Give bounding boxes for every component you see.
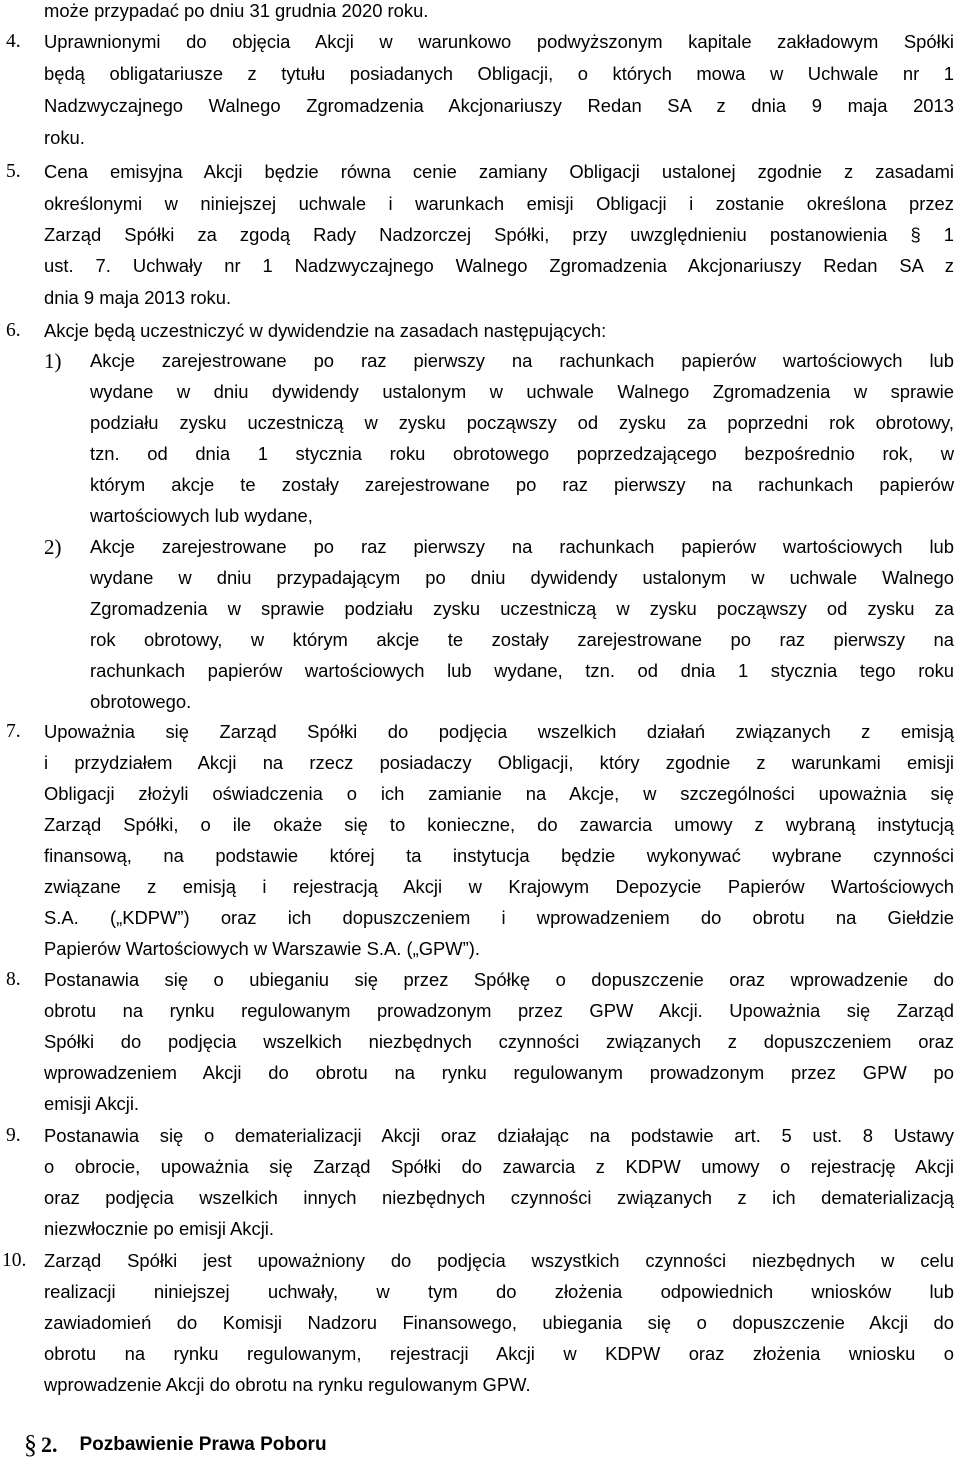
- subitem-text-line: wartościowych lub wydane,: [90, 505, 313, 526]
- item-number: 4.: [6, 31, 21, 52]
- item-text-line: Zarząd Spółki, o ile okaże się to konieczne, do zawarcia umowy z wybraną instytucją: [44, 814, 954, 835]
- item-text-line: związane z emisją i rejestracją Akcji w Krajowym Depozycie Papierów Wartościowych: [44, 876, 954, 897]
- item-text-line: S.A. („KDPW”) oraz ich dopuszczeniem i wprowadzeniem do obrotu na Giełdzie: [44, 907, 954, 928]
- item-text-line: Zarząd Spółki za zgodą Rady Nadzorczej Spółki, przy uwzględnieniu postanowienia § 1: [44, 224, 954, 245]
- item-text-line: Uprawnionymi do objęcia Akcji w warunkowo podwyższonym kapitale zakładowym Spółki: [44, 31, 954, 52]
- item-text-line: wprowadzeniem Akcji do obrotu na rynku regulowanym prowadzonym przez GPW po: [44, 1062, 954, 1083]
- section-symbol: §: [24, 1430, 37, 1459]
- item-number: 6.: [6, 320, 21, 341]
- item-text-line: oraz podjęcia wszelkich innych niezbędnych czynności związanych z ich dematerializacją: [44, 1187, 954, 1208]
- item-number: 5.: [6, 161, 21, 182]
- item-text-line: Upoważnia się Zarząd Spółki do podjęcia wszelkich działań związanych z emisją: [44, 721, 954, 742]
- section-number: 2.: [41, 1432, 58, 1457]
- section-heading: [24, 1428, 327, 1462]
- item-number: 10.: [2, 1250, 27, 1271]
- subitem-text-line: Akcje zarejestrowane po raz pierwszy na rachunkach papierów wartościowych lub: [90, 350, 954, 371]
- item-text-line: dnia 9 maja 2013 roku.: [44, 287, 232, 308]
- subitem-text-line: Zgromadzenia w sprawie podziału zysku uczestniczą w zysku począwszy od zysku za: [90, 598, 954, 619]
- subitem-text-line: podziału zysku uczestniczą w zysku począwszy od zysku za poprzedni rok obrotowy,: [90, 412, 954, 433]
- item-text-line: i przydziałem Akcji na rzecz posiadaczy Obligacji, który zgodnie z warunkami emisji: [44, 752, 954, 773]
- item-text-line: emisji Akcji.: [44, 1093, 140, 1114]
- section-title: Pozbawienie Prawa Poboru: [79, 1434, 327, 1455]
- subitem-text-line: wydane w dniu dywidendy ustalonym w uchwale Walnego Zgromadzenia w sprawie: [90, 381, 954, 402]
- item-text-line: finansową, na podstawie której ta instytucja będzie wykonywać wybrane czynności: [44, 845, 954, 866]
- item-text-line: Papierów Wartościowych w Warszawie S.A. („GPW”).: [44, 938, 480, 959]
- item-text-line: Spółki do podjęcia wszelkich niezbędnych czynności związanych z dopuszczeniem oraz: [44, 1031, 954, 1052]
- item-text-line: będą obligatariusze z tytułu posiadanych Obligacji, o których mowa w Uchwale nr 1: [44, 63, 954, 84]
- item-text-line: realizacji niniejszej uchwały, w tym do złożenia odpowiednich wniosków lub: [44, 1281, 954, 1302]
- item-text-line: określonymi w niniejszej uchwale i warunkach emisji Obligacji i zostanie określona przez: [44, 193, 954, 214]
- item-text-line: obrotu na rynku regulowanym prowadzonym przez GPW Akcji. Upoważnia się Zarząd: [44, 1000, 954, 1021]
- item-text-line: Obligacji złożyli oświadczenia o ich zamianie na Akcje, w szczególności upoważnia się: [44, 783, 954, 804]
- subitem-text-line: rok obrotowy, w którym akcje te zostały zarejestrowane po raz pierwszy na: [90, 629, 954, 650]
- item-text-line: Zarząd Spółki jest upoważniony do podjęcia wszystkich czynności niezbędnych w celu: [44, 1250, 954, 1271]
- subitem-number: 1): [44, 349, 62, 373]
- subitem-number: 2): [44, 535, 62, 559]
- item-number: 7.: [6, 721, 21, 742]
- item-text-line: Postanawia się o dematerializacji Akcji oraz działając na podstawie art. 5 ust. 8 Ustawy: [44, 1125, 954, 1146]
- item-text-line: Cena emisyjna Akcji będzie równa cenie zamiany Obligacji ustalonej zgodnie z zasadami: [44, 161, 954, 182]
- item-text-line: zawiadomień do Komisji Nadzoru Finansowego, ubiegania się o dopuszczenie Akcji do: [44, 1312, 954, 1333]
- item-text-line: niezwłocznie po emisji Akcji.: [44, 1218, 274, 1239]
- item-text-line: Nadzwyczajnego Walnego Zgromadzenia Akcjonariuszy Redan SA z dnia 9 maja 2013: [44, 95, 954, 116]
- item-text-line: wprowadzenie Akcji do obrotu na rynku regulowanym GPW.: [44, 1374, 531, 1395]
- item-text-line: roku.: [44, 127, 85, 148]
- subitem-text-line: którym akcje te zostały zarejestrowane po raz pierwszy na rachunkach papierów: [90, 474, 954, 495]
- item-number: 9.: [6, 1125, 21, 1146]
- item-text-line: Akcje będą uczestniczyć w dywidendzie na zasadach następujących:: [44, 320, 607, 341]
- intro-line: może przypadać po dniu 31 grudnia 2020 roku.: [44, 0, 429, 21]
- item-text-line: ust. 7. Uchwały nr 1 Nadzwyczajnego Walnego Zgromadzenia Akcjonariuszy Redan SA z: [44, 255, 954, 276]
- item-text-line: o obrocie, upoważnia się Zarząd Spółki do zawarcia z KDPW umowy o rejestrację Akcji: [44, 1156, 954, 1177]
- item-text-line: obrotu na rynku regulowanym, rejestracji Akcji w KDPW oraz złożenia wniosku o: [44, 1343, 954, 1364]
- item-text-line: Postanawia się o ubieganiu się przez Spółkę o dopuszczenie oraz wprowadzenie do: [44, 969, 954, 990]
- subitem-text-line: rachunkach papierów wartościowych lub wydane, tzn. od dnia 1 stycznia tego roku: [90, 660, 954, 681]
- subitem-text-line: Akcje zarejestrowane po raz pierwszy na rachunkach papierów wartościowych lub: [90, 536, 954, 557]
- subitem-text-line: obrotowego.: [90, 691, 192, 712]
- item-number: 8.: [6, 969, 21, 990]
- subitem-text-line: tzn. od dnia 1 stycznia roku obrotowego poprzedzającego bezpośrednio rok, w: [90, 443, 954, 464]
- subitem-text-line: wydane w dniu przypadającym po dniu dywidendy ustalonym w uchwale Walnego: [90, 567, 954, 588]
